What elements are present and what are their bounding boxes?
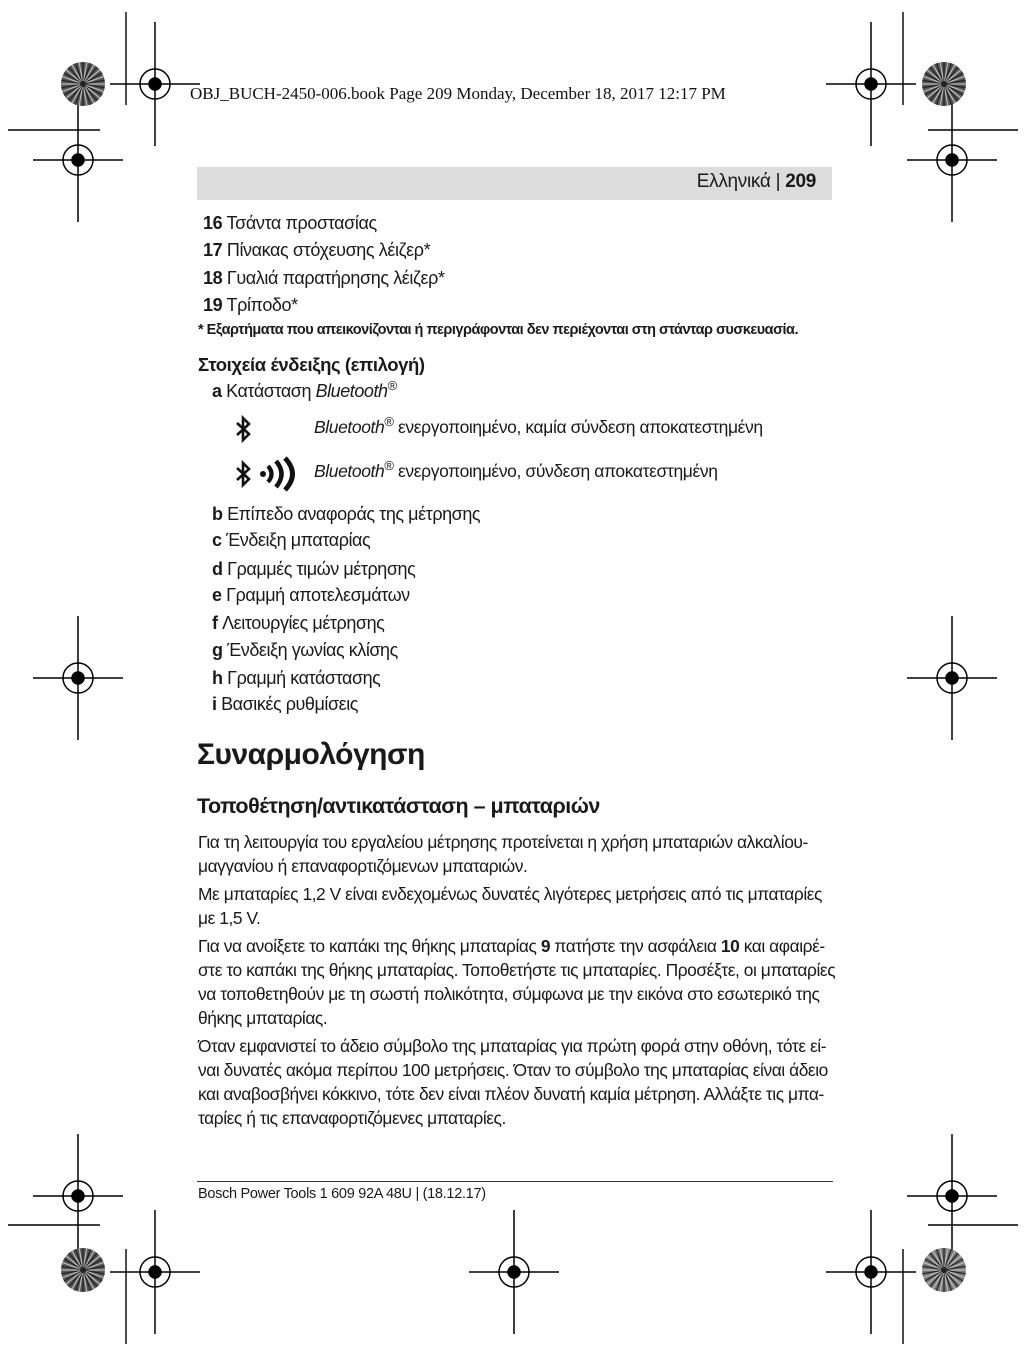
- registered-mark: ®: [384, 414, 394, 430]
- item-text: Τσάντα προστασίας: [226, 213, 377, 233]
- paragraph-line: ναι δυνατές ακόμα περίπου 100 μετρήσεις. Όταν το σύμβολο της μπαταρίας είναι άδειο: [198, 1060, 828, 1080]
- registration-crosshair-icon: [907, 616, 997, 740]
- paragraph-line: με 1,5 V.: [198, 908, 261, 928]
- item-number: 18: [203, 268, 223, 288]
- bluetooth-label: Bluetooth: [314, 461, 385, 481]
- item-text: Γραμμή αποτελεσμάτων: [226, 585, 410, 605]
- paragraph-line: ταρίες ή τις επαναφορτιζόμενες μπαταρίες.: [198, 1108, 506, 1128]
- registered-mark: ®: [387, 378, 397, 393]
- reference-number: 9: [540, 936, 551, 956]
- item-number: 17: [203, 240, 223, 260]
- registration-crosshair-icon: [33, 616, 123, 740]
- starburst-icon: [922, 1248, 966, 1292]
- item-text: Γραμμές τιμών μέτρησης: [227, 559, 416, 579]
- state-text: ενεργοποιημένο, καμία σύνδεση αποκατεστημένη: [393, 417, 763, 437]
- registration-crosshair-icon: [907, 98, 997, 222]
- page-number: 209: [785, 171, 816, 192]
- item-number: 16: [203, 213, 223, 233]
- footnote: * Εξαρτήματα που απεικονίζονται ή περιγράφονται δεν περιέχονται στη στάνταρ συσκευασία.: [198, 322, 798, 338]
- starburst-icon: [61, 1248, 105, 1292]
- item-letter: i: [212, 694, 217, 714]
- registration-crosshair-icon: [110, 1210, 200, 1334]
- paragraph-line: στε το καπάκι της θήκης μπαταρίας. Τοποθετήστε τις μπαταρίες. Προσέξτε, οι μπαταρίες: [198, 960, 836, 980]
- item-text: Λειτουργίες μέτρησης: [222, 613, 385, 633]
- list-item: [203, 268, 445, 289]
- item-text: Κατάσταση: [226, 381, 316, 401]
- item-text: Γυαλιά παρατήρησης λέιζερ*: [226, 268, 445, 288]
- list-item: [212, 585, 410, 606]
- item-number: 19: [203, 295, 223, 315]
- paragraph-line: Για τη λειτουργία του εργαλείου μέτρησης προτείνεται η χρήση μπαταριών αλκαλίου-: [198, 832, 808, 852]
- item-letter: b: [212, 504, 223, 524]
- item-text: Ένδειξη μπαταρίας: [226, 530, 371, 550]
- bluetooth-icon: [232, 414, 256, 444]
- item-text-italic: Bluetooth: [315, 381, 388, 401]
- registration-crosshair-icon: [469, 1210, 559, 1334]
- starburst-icon: [61, 62, 105, 106]
- list-item: [212, 668, 380, 689]
- list-item: [212, 504, 480, 525]
- registration-crosshair-icon: [110, 22, 200, 146]
- paragraph-line: μαγγανίου ή επαναφορτιζόμενων μπαταριών.: [198, 856, 528, 876]
- bluetooth-label: Bluetooth: [314, 417, 385, 437]
- paragraph-line: [198, 934, 834, 958]
- item-letter: c: [212, 530, 222, 550]
- reference-number: 10: [720, 936, 740, 956]
- bluetooth-state-description: [314, 414, 763, 438]
- item-letter: a: [212, 381, 222, 401]
- item-letter: g: [212, 640, 223, 660]
- list-item: [212, 378, 397, 402]
- text-run: πατήστε την ασφάλεια: [550, 936, 721, 956]
- registration-crosshair-icon: [33, 98, 123, 222]
- page-header-bar: [197, 167, 832, 200]
- item-letter: d: [212, 559, 223, 579]
- page-header: [697, 171, 816, 193]
- state-text: ενεργοποιημένο, σύνδεση αποκατεστημένη: [393, 461, 718, 481]
- paragraph-line: θήκης μπαταρίας.: [198, 1008, 328, 1028]
- list-item: [212, 640, 398, 661]
- starburst-icon: [922, 62, 966, 106]
- footer-text: Bosch Power Tools 1 609 92A 48U | (18.12.17): [198, 1186, 486, 1202]
- registration-crosshair-icon: [33, 1134, 123, 1258]
- paragraph: [198, 1034, 834, 1130]
- subsection-title: Τοποθέτηση/αντικατάσταση – μπαταριών: [197, 794, 600, 818]
- header-language: Ελληνικά: [696, 171, 771, 192]
- item-letter: f: [212, 613, 218, 633]
- header-separator: |: [775, 171, 781, 192]
- list-item: [212, 694, 358, 715]
- item-text: Τρίποδο*: [226, 295, 298, 315]
- list-item: [212, 613, 384, 634]
- paragraph: [198, 934, 834, 1030]
- list-item: [203, 213, 377, 234]
- paragraph-line: να τοποθετηθούν με τη σωστή πολικότητα, σύμφωνα με την εικόνα στο εσωτερικό της: [198, 984, 820, 1004]
- paragraph-line: και αναβοσβήνει κόκκινο, τότε δεν είναι πλέον δυνατή καμία μέτρηση. Αλλάξτε τις μπα-: [198, 1084, 824, 1104]
- paragraph: [198, 830, 834, 878]
- bluetooth-connected-icon: [232, 456, 304, 492]
- registered-mark: ®: [384, 458, 394, 474]
- footer-rule: [197, 1181, 833, 1182]
- section-title: Συναρμολόγηση: [197, 738, 425, 771]
- paragraph-line: Με μπαταρίες 1,2 V είναι ενδεχομένως δυνατές λιγότερες μετρήσεις από τις μπαταρίες: [198, 884, 822, 904]
- item-letter: h: [212, 668, 223, 688]
- list-item: [212, 530, 370, 551]
- paragraph: [198, 882, 834, 930]
- text-run: και αφαιρέ-: [739, 936, 825, 956]
- item-text: Επίπεδο αναφοράς της μέτρησης: [227, 504, 481, 524]
- display-elements-heading: Στοιχεία ένδειξης (επιλογή): [198, 354, 425, 375]
- list-item: [212, 559, 415, 580]
- bluetooth-state-description: [314, 458, 718, 482]
- item-letter: e: [212, 585, 222, 605]
- item-text: Βασικές ρυθμίσεις: [221, 694, 358, 714]
- paragraph-line: Όταν εμφανιστεί το άδειο σύμβολο της μπαταρίας για πρώτη φορά στην οθόνη, τότε εί-: [198, 1036, 827, 1056]
- registration-crosshair-icon: [907, 1134, 997, 1258]
- item-text: Ένδειξη γωνίας κλίσης: [227, 640, 398, 660]
- list-item: [203, 295, 298, 316]
- list-item: [203, 240, 430, 261]
- item-text: Πίνακας στόχευσης λέιζερ*: [226, 240, 431, 260]
- text-run: Για να ανοίξετε το καπάκι της θήκης μπαταρίας: [198, 936, 541, 956]
- item-text: Γραμμή κατάστασης: [227, 668, 381, 688]
- file-header: OBJ_BUCH-2450-006.book Page 209 Monday, December 18, 2017 12:17 PM: [190, 84, 726, 103]
